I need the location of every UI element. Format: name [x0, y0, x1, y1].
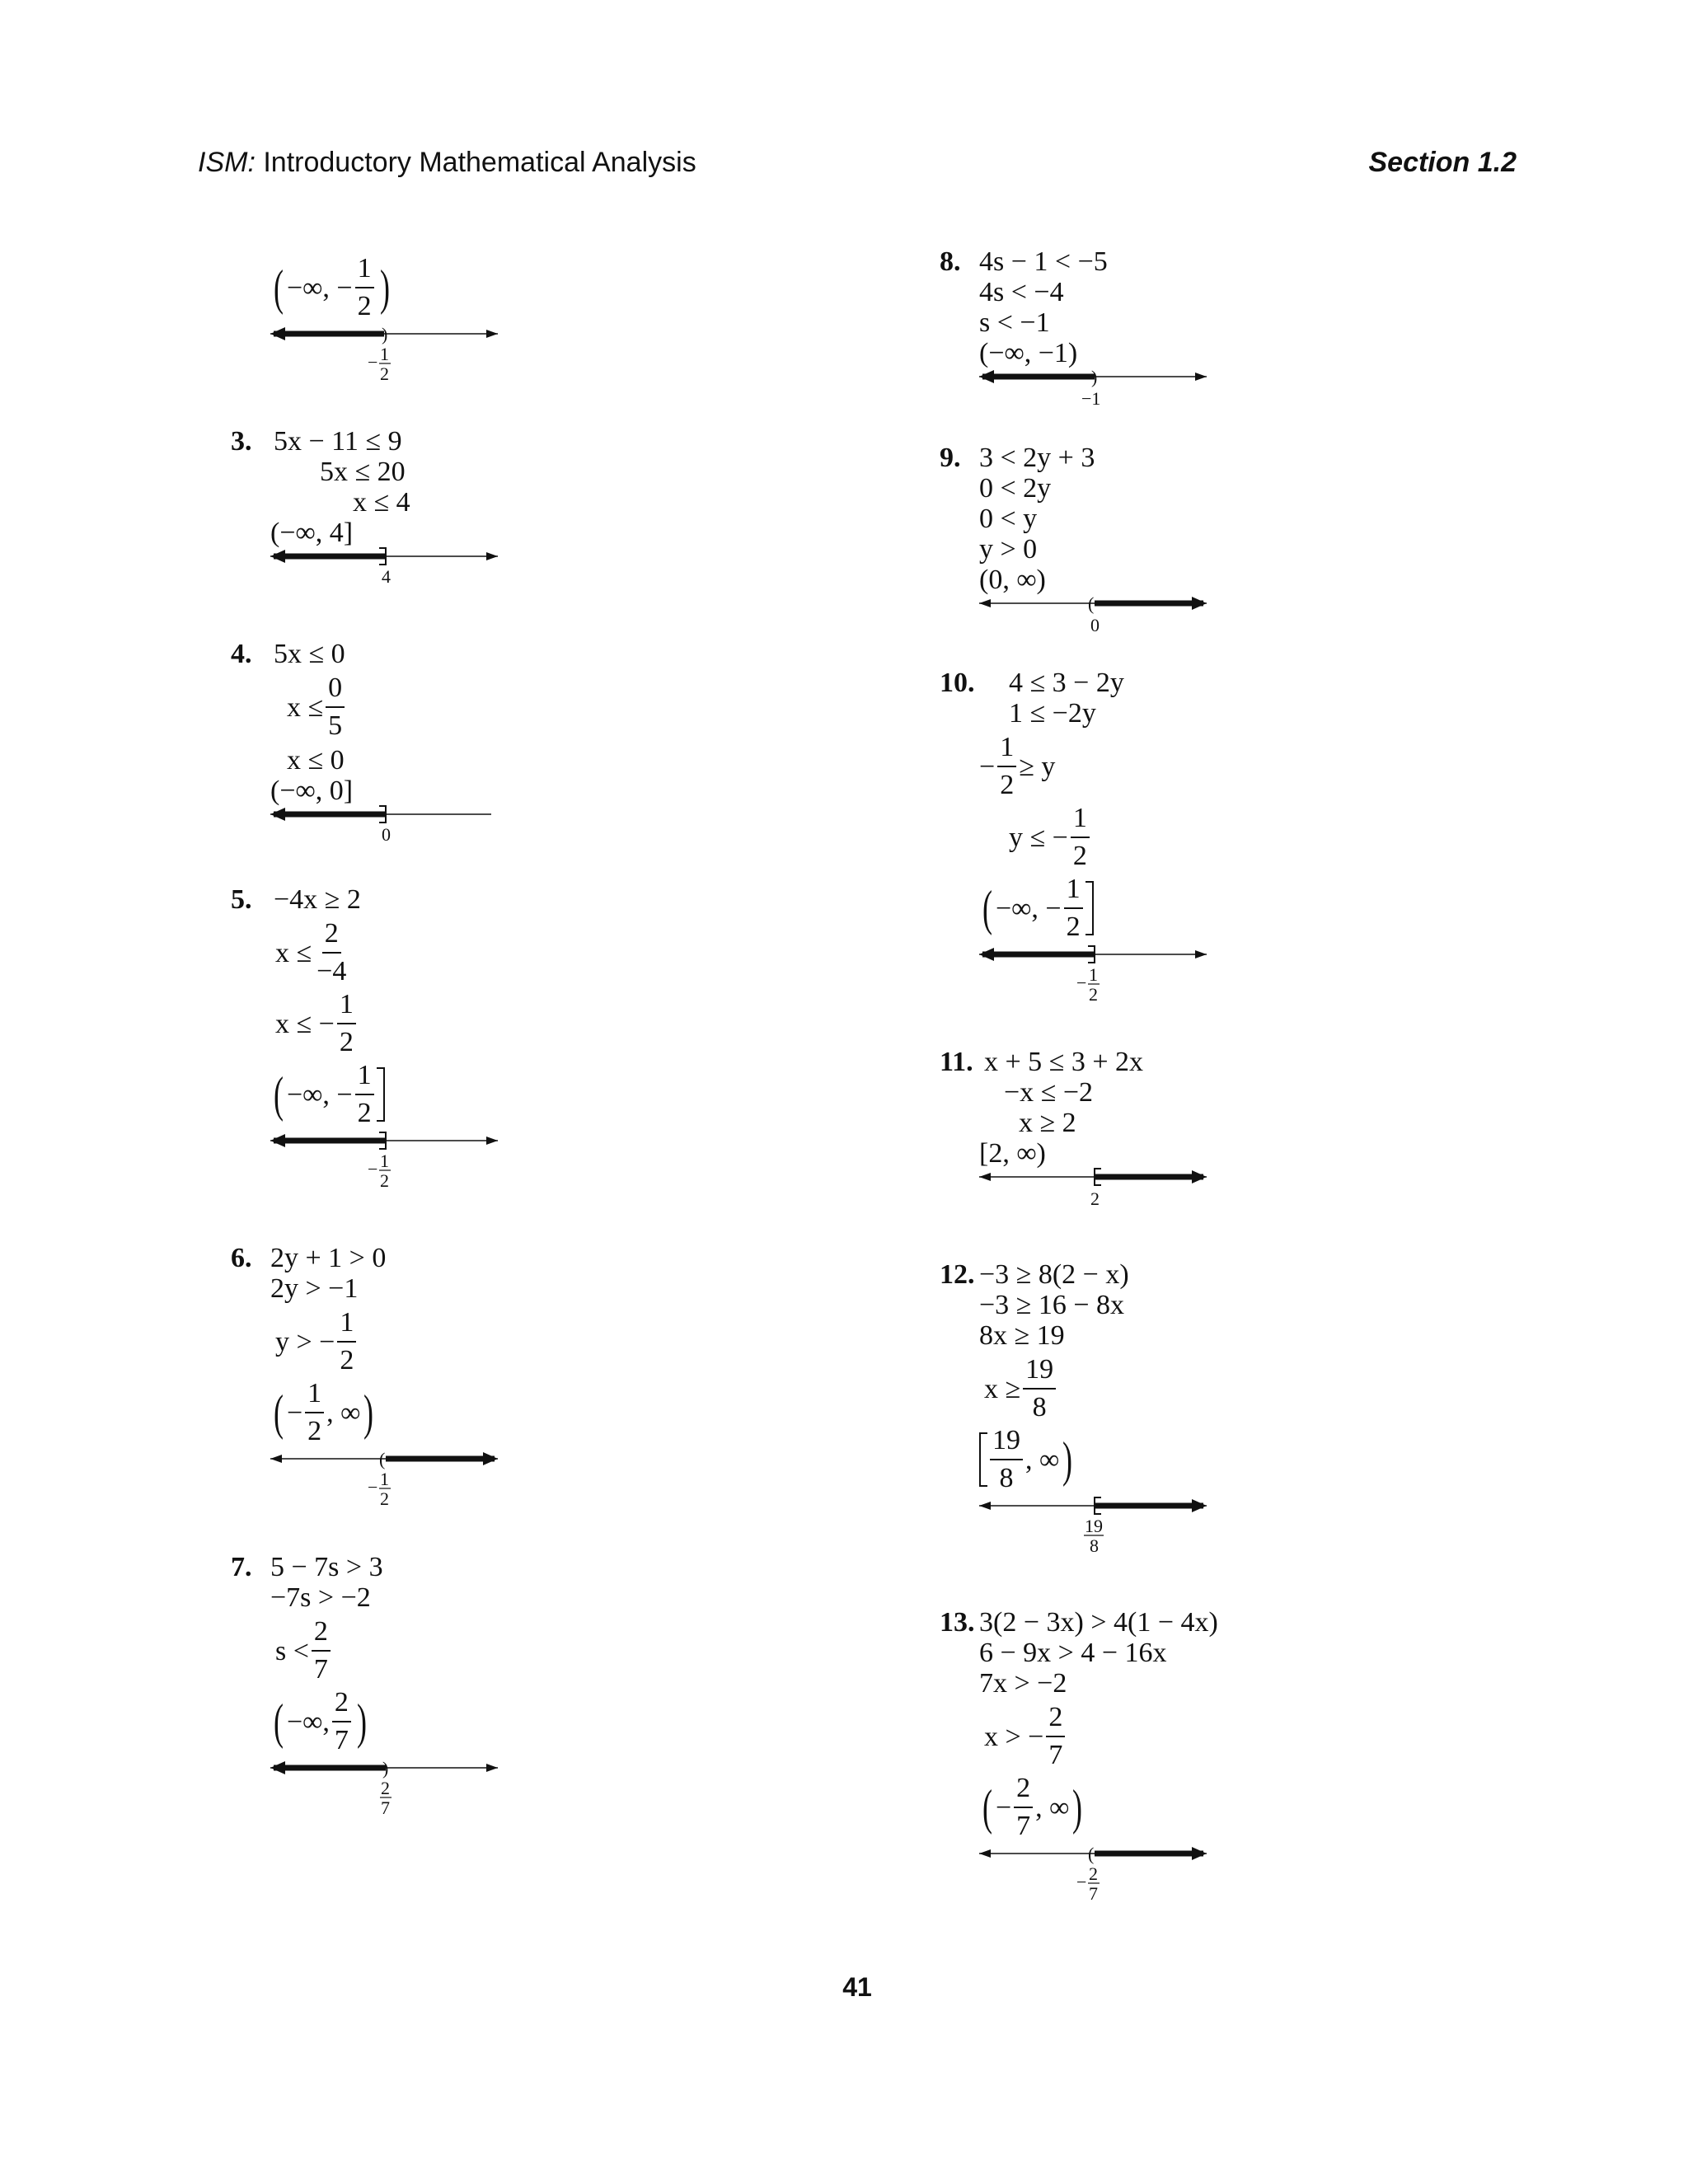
section-label: Section 1.2 [1368, 147, 1517, 178]
step-line: x ≤ − $\frac{1}{2}$ [270, 991, 501, 1057]
interval-notation: [2, ∞) [979, 1138, 1046, 1169]
open-endpoint: ( [379, 1449, 386, 1469]
svg-text:−: − [1076, 972, 1087, 993]
number-line [979, 595, 1210, 636]
problem-2-continuation [270, 250, 501, 391]
number-line [270, 1451, 501, 1516]
step-line: 0 < 2y [979, 473, 1052, 504]
step-line: −x ≤ −2 [1004, 1077, 1094, 1108]
interval-notation: (0, ∞) [979, 565, 1046, 595]
step-line: 1 ≤ −2y [1009, 698, 1096, 729]
interval-notation: (−∞, 0] [270, 776, 354, 806]
book-title: Introductory Mathematical Analysis [263, 147, 696, 178]
open-endpoint: ) [1091, 367, 1098, 387]
fraction [355, 255, 374, 321]
problem-3 [231, 426, 501, 589]
tick-label-sign: − [368, 352, 378, 373]
interval-notation: ( −∞, − $\frac{1}{2}$ [979, 875, 1210, 941]
problem-number: 3. [231, 426, 252, 457]
step-line: y ≤ − $\frac{1}{2}$ [979, 804, 1210, 870]
step-line: 3(2 − 3x) > 4(1 − 4x) [979, 1607, 1218, 1638]
interval-notation: $\frac{19}{8}$ , ∞ ) [979, 1427, 1210, 1493]
step-line: s < $\frac{2}{7}$ [270, 1618, 501, 1684]
step-line: 4 ≤ 3 − 2y [1009, 668, 1124, 698]
step-line: 3 < 2y + 3 [979, 443, 1095, 473]
step-line: 5 − 7s > 3 [270, 1552, 383, 1582]
interval-notation: ( − $\frac{2}{7}$ , ∞ ) [982, 1773, 1083, 1841]
number-line [979, 1845, 1210, 1911]
step-line: −4x ≥ 2 [274, 884, 361, 915]
running-header-title [198, 147, 696, 179]
step-line: 5x − 11 ≤ 9 [274, 426, 402, 457]
problem-6 [231, 1243, 501, 1516]
tick-label: 0 [1090, 615, 1100, 635]
step-line: x ≥ $\frac{19}{8}$ [979, 1356, 1210, 1422]
numerator: 1 [355, 255, 374, 288]
svg-text:7: 7 [381, 1797, 390, 1818]
interval-notation: (−∞, −1) [979, 338, 1078, 368]
problem-number: 4. [231, 639, 252, 669]
tick-label: 2 [1090, 1188, 1100, 1209]
number-line [270, 326, 501, 391]
problem-9 [940, 443, 1210, 636]
step-line: x > − $\frac{2}{7}$ [979, 1704, 1218, 1769]
svg-text:−: − [368, 1159, 378, 1179]
interval-left: −∞, − [286, 272, 353, 303]
svg-text:8: 8 [1090, 1535, 1099, 1556]
svg-text:2: 2 [381, 1778, 390, 1798]
step-line: x ≥ 2 [1019, 1108, 1076, 1138]
page-number: 41 [842, 1972, 872, 2002]
problem-11 [940, 1047, 1210, 1210]
step-line: 4s < −4 [979, 277, 1064, 307]
tick-label: 0 [382, 824, 391, 845]
problem-number: 11. [940, 1047, 973, 1077]
step-line: 5x ≤ 0 [274, 639, 345, 669]
step-line: y > − $\frac{1}{2}$ [270, 1309, 501, 1375]
step-line: 5x ≤ 20 [320, 457, 406, 487]
step-line: x ≤ $\frac{2}{-4}$ [275, 918, 347, 987]
step-line: x ≤ 0 [287, 745, 345, 776]
problem-number: 8. [940, 246, 961, 277]
number-line [979, 1169, 1210, 1210]
svg-text:2: 2 [1089, 984, 1098, 1005]
svg-text:−: − [368, 1477, 378, 1497]
tick-label-num: 1 [380, 344, 389, 364]
problem-5 [231, 884, 501, 1198]
step-line: x + 5 ≤ 3 + 2x [984, 1047, 1144, 1077]
tick-label-den: 2 [380, 363, 389, 384]
number-line [979, 368, 1210, 410]
step-line: 0 < y [979, 504, 1038, 534]
problem-8 [940, 246, 1210, 410]
number-line [270, 806, 501, 847]
step-line: 2y + 1 > 0 [270, 1243, 387, 1273]
tick-label: −1 [1081, 388, 1101, 409]
problem-number: 13. [940, 1607, 975, 1638]
problem-number: 12. [940, 1259, 975, 1290]
svg-text:19: 19 [1085, 1516, 1103, 1536]
step-line: 6 − 9x > 4 − 16x [979, 1638, 1167, 1668]
problem-4 [231, 639, 501, 847]
number-line [270, 1132, 501, 1198]
problem-number: 9. [940, 443, 961, 473]
open-endpoint: ( [1088, 593, 1095, 614]
number-line [979, 1497, 1210, 1563]
step-line: s < −1 [979, 307, 1050, 338]
step-line: x ≤ $\frac{0}{5}$ [270, 674, 501, 740]
book-abbrev: ISM: [198, 147, 256, 178]
denominator: 2 [357, 291, 372, 321]
step-line: x ≤ 4 [353, 487, 410, 518]
problem-10 [940, 668, 1210, 1012]
open-endpoint: ) [382, 324, 388, 344]
step-line: 8x ≥ 19 [979, 1320, 1065, 1351]
step-line: 4s − 1 < −5 [979, 246, 1108, 277]
left-arrow-head [270, 327, 285, 340]
open-endpoint: ) [382, 1758, 389, 1779]
svg-text:−: − [1076, 1872, 1087, 1892]
right-arrow-head [486, 330, 498, 338]
svg-text:2: 2 [1089, 1863, 1098, 1884]
interval-notation: ( −∞, − $\frac{1}{2}$ [270, 1062, 501, 1127]
step-line: −3 ≥ 8(2 − x) [979, 1259, 1129, 1290]
svg-text:1: 1 [380, 1469, 389, 1489]
interval-notation: (−∞, 4] [270, 518, 354, 548]
interval-notation: ( −∞, − $\frac{1}{2}$ ) [273, 253, 390, 321]
problem-number: 5. [231, 884, 252, 915]
svg-text:2: 2 [380, 1488, 389, 1509]
interval-notation: ( − $\frac{1}{2}$ , ∞ ) [273, 1378, 374, 1446]
number-line [270, 548, 501, 589]
problem-7 [231, 1552, 501, 1825]
step-line: − $\frac{1}{2}$ ≥ y [979, 732, 1056, 800]
svg-text:7: 7 [1089, 1883, 1098, 1904]
svg-text:1: 1 [1089, 964, 1098, 985]
problem-13 [940, 1607, 1218, 1911]
number-line [270, 1760, 501, 1825]
problem-12 [940, 1259, 1210, 1563]
number-line [979, 946, 1210, 1012]
step-line: −7s > −2 [270, 1582, 371, 1613]
step-line: 7x > −2 [979, 1668, 1067, 1699]
step-line: 2y > −1 [270, 1273, 359, 1304]
step-line: −3 ≥ 16 − 8x [979, 1290, 1125, 1320]
problem-number: 6. [231, 1243, 252, 1273]
interval-notation: ( −∞, $\frac{2}{7}$ ) [273, 1687, 367, 1755]
step-line: y > 0 [979, 534, 1038, 565]
open-endpoint: ( [1088, 1844, 1095, 1864]
svg-text:2: 2 [380, 1170, 389, 1191]
svg-text:1: 1 [380, 1151, 389, 1171]
problem-number: 10. [940, 668, 975, 698]
problem-number: 7. [231, 1552, 252, 1582]
tick-label: 4 [382, 566, 391, 587]
